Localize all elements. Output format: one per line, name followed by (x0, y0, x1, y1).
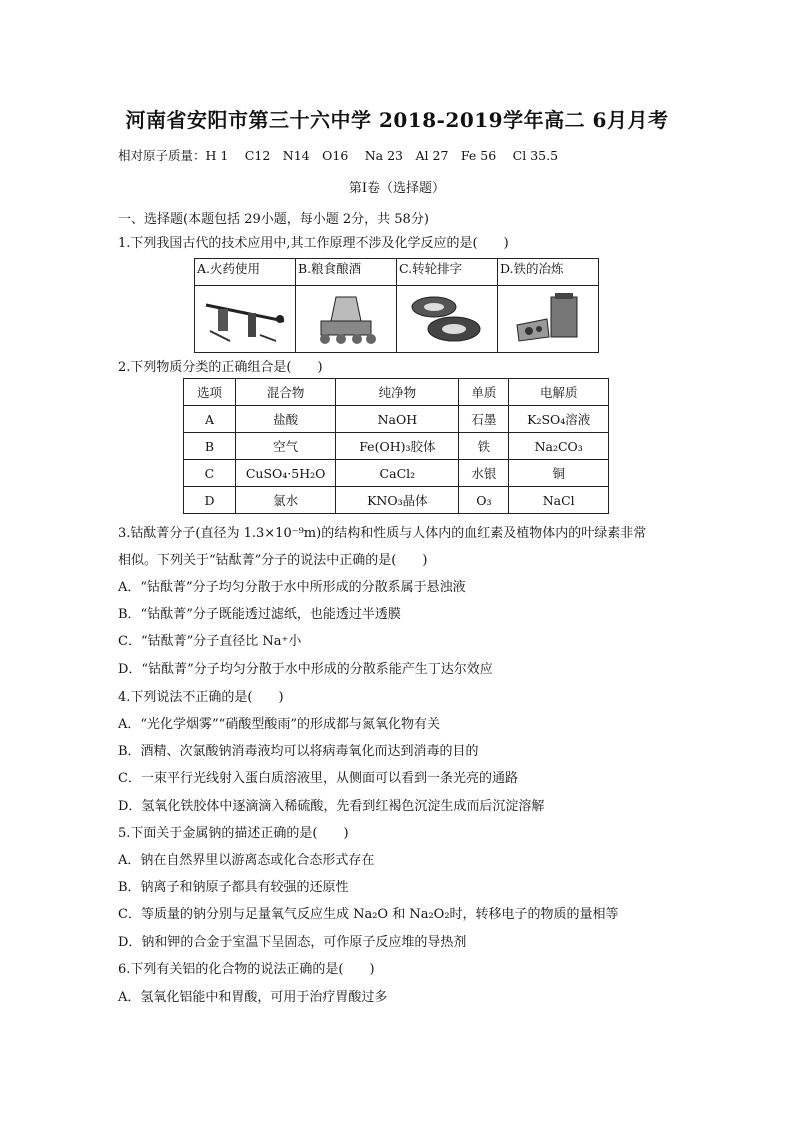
table-cell: 水银 (459, 460, 509, 487)
table-header-row (184, 379, 609, 406)
header-cell: 混合物 (235, 379, 335, 406)
q3-option-a: A．“钴酞菁”分子均匀分散于水中所形成的分散系属于悬浊液 (118, 580, 466, 595)
table-cell: Na₂CO₃ (509, 433, 609, 460)
q1-stem: 1.下列我国古代的技术应用中,其工作原理不涉及化学反应的是( ) (118, 236, 509, 251)
table-cell: 铁 (459, 433, 509, 460)
table-cell: B (184, 433, 236, 460)
table-cell: CaCl₂ (336, 460, 459, 487)
table-cell: D (184, 487, 236, 514)
q3-option-b: B．“钴酞菁”分子既能透过滤纸，也能透过半透膜 (118, 607, 401, 622)
q3-option-d: D．“钴酞菁”分子均匀分散于水中形成的分散系能产生丁达尔效应 (118, 662, 493, 677)
q4-option-d: D．氢氧化铁胶体中逐滴滴入稀硫酸，先看到红褐色沉淀生成而后沉淀溶解 (118, 799, 545, 814)
table-cell: NaOH (336, 406, 459, 433)
q4-option-a: A．“光化学烟雾”“硝酸型酸雨”的形成都与氮氧化物有关 (118, 717, 440, 732)
table-cell: 石墨 (459, 406, 509, 433)
table-cell: 氯水 (235, 487, 335, 514)
atomic-mass-line: 相对原子质量：H 1 C12 N14 O16 Na 23 Al 27 Fe 56 Cl 35.5 (118, 148, 559, 163)
table-row (184, 460, 609, 487)
header-cell: 纯净物 (336, 379, 459, 406)
table-cell: O₃ (459, 487, 509, 514)
q1-option-c: C.转轮排字 (397, 259, 498, 286)
table-cell: A (184, 406, 236, 433)
iron-smelting-illustration (498, 286, 599, 353)
q5-option-a: A．钠在自然界里以游离态或化合态形式存在 (118, 853, 375, 868)
q2-classification-table (183, 378, 609, 514)
header-cell: 选项 (184, 379, 236, 406)
q1-option-a: A.火药使用 (195, 259, 296, 286)
table-cell: 铜 (509, 460, 609, 487)
q1-options-table (194, 258, 599, 353)
table-cell: 空气 (235, 433, 335, 460)
q1-option-d: D.铁的冶炼 (498, 259, 599, 286)
table-cell: KNO₃晶体 (336, 487, 459, 514)
table-row (184, 433, 609, 460)
q6-stem: 6.下列有关铝的化合物的说法正确的是( ) (118, 962, 375, 977)
table-cell: Fe(OH)₃胶体 (336, 433, 459, 460)
section-heading: 一、选择题(本题包括 29小题，每小题 2分，共 58分) (118, 212, 429, 227)
q4-option-c: C．一束平行光线射入蛋白质溶液里，从侧面可以看到一条光亮的通路 (118, 771, 518, 786)
header-cell: 单质 (459, 379, 509, 406)
q5-option-d: D．钠和钾的合金于室温下呈固态，可作原子反应堆的导热剂 (118, 935, 467, 950)
table-cell: C (184, 460, 236, 487)
table-row (184, 406, 609, 433)
q3-stem-line1: 3.钴酞菁分子(直径为 1.3×10⁻⁹m)的结构和性质与人体内的血红素及植物体内的叶绿素非常 (118, 526, 647, 541)
q2-stem: 2.下列物质分类的正确组合是( ) (118, 360, 323, 375)
volume-heading: 第Ⅰ卷（选择题） (348, 181, 446, 196)
type-wheel-illustration (397, 286, 498, 353)
brewing-illustration (296, 286, 397, 353)
q5-option-b: B．钠离子和钠原子都具有较强的还原性 (118, 880, 349, 895)
header-cell: 电解质 (509, 379, 609, 406)
table-cell: NaCl (509, 487, 609, 514)
q4-stem: 4.下列说法不正确的是( ) (118, 690, 284, 705)
q1-option-b: B.粮食酿酒 (296, 259, 397, 286)
table-cell: CuSO₄·5H₂O (235, 460, 335, 487)
q6-option-a: A．氢氧化铝能中和胃酸，可用于治疗胃酸过多 (118, 990, 388, 1005)
q4-option-b: B．酒精、次氯酸钠消毒液均可以将病毒氧化而达到消毒的目的 (118, 744, 479, 759)
q5-option-c: C．等质量的钠分别与足量氧气反应生成 Na₂O 和 Na₂O₂时，转移电子的物质的量相等 (118, 907, 619, 922)
gunpowder-illustration (195, 286, 296, 353)
table-cell: K₂SO₄溶液 (509, 406, 609, 433)
exam-title: 河南省安阳市第三十六中学 2018-2019学年高二 6月月考 (125, 108, 669, 132)
q3-option-c: C．“钴酞菁”分子直径比 Na⁺小 (118, 634, 302, 649)
q5-stem: 5.下面关于金属钠的描述正确的是( ) (118, 826, 349, 841)
table-row (184, 487, 609, 514)
q3-stem-line2: 相似。下列关于“钴酞菁”分子的说法中正确的是( ) (118, 553, 428, 568)
table-cell: 盐酸 (235, 406, 335, 433)
